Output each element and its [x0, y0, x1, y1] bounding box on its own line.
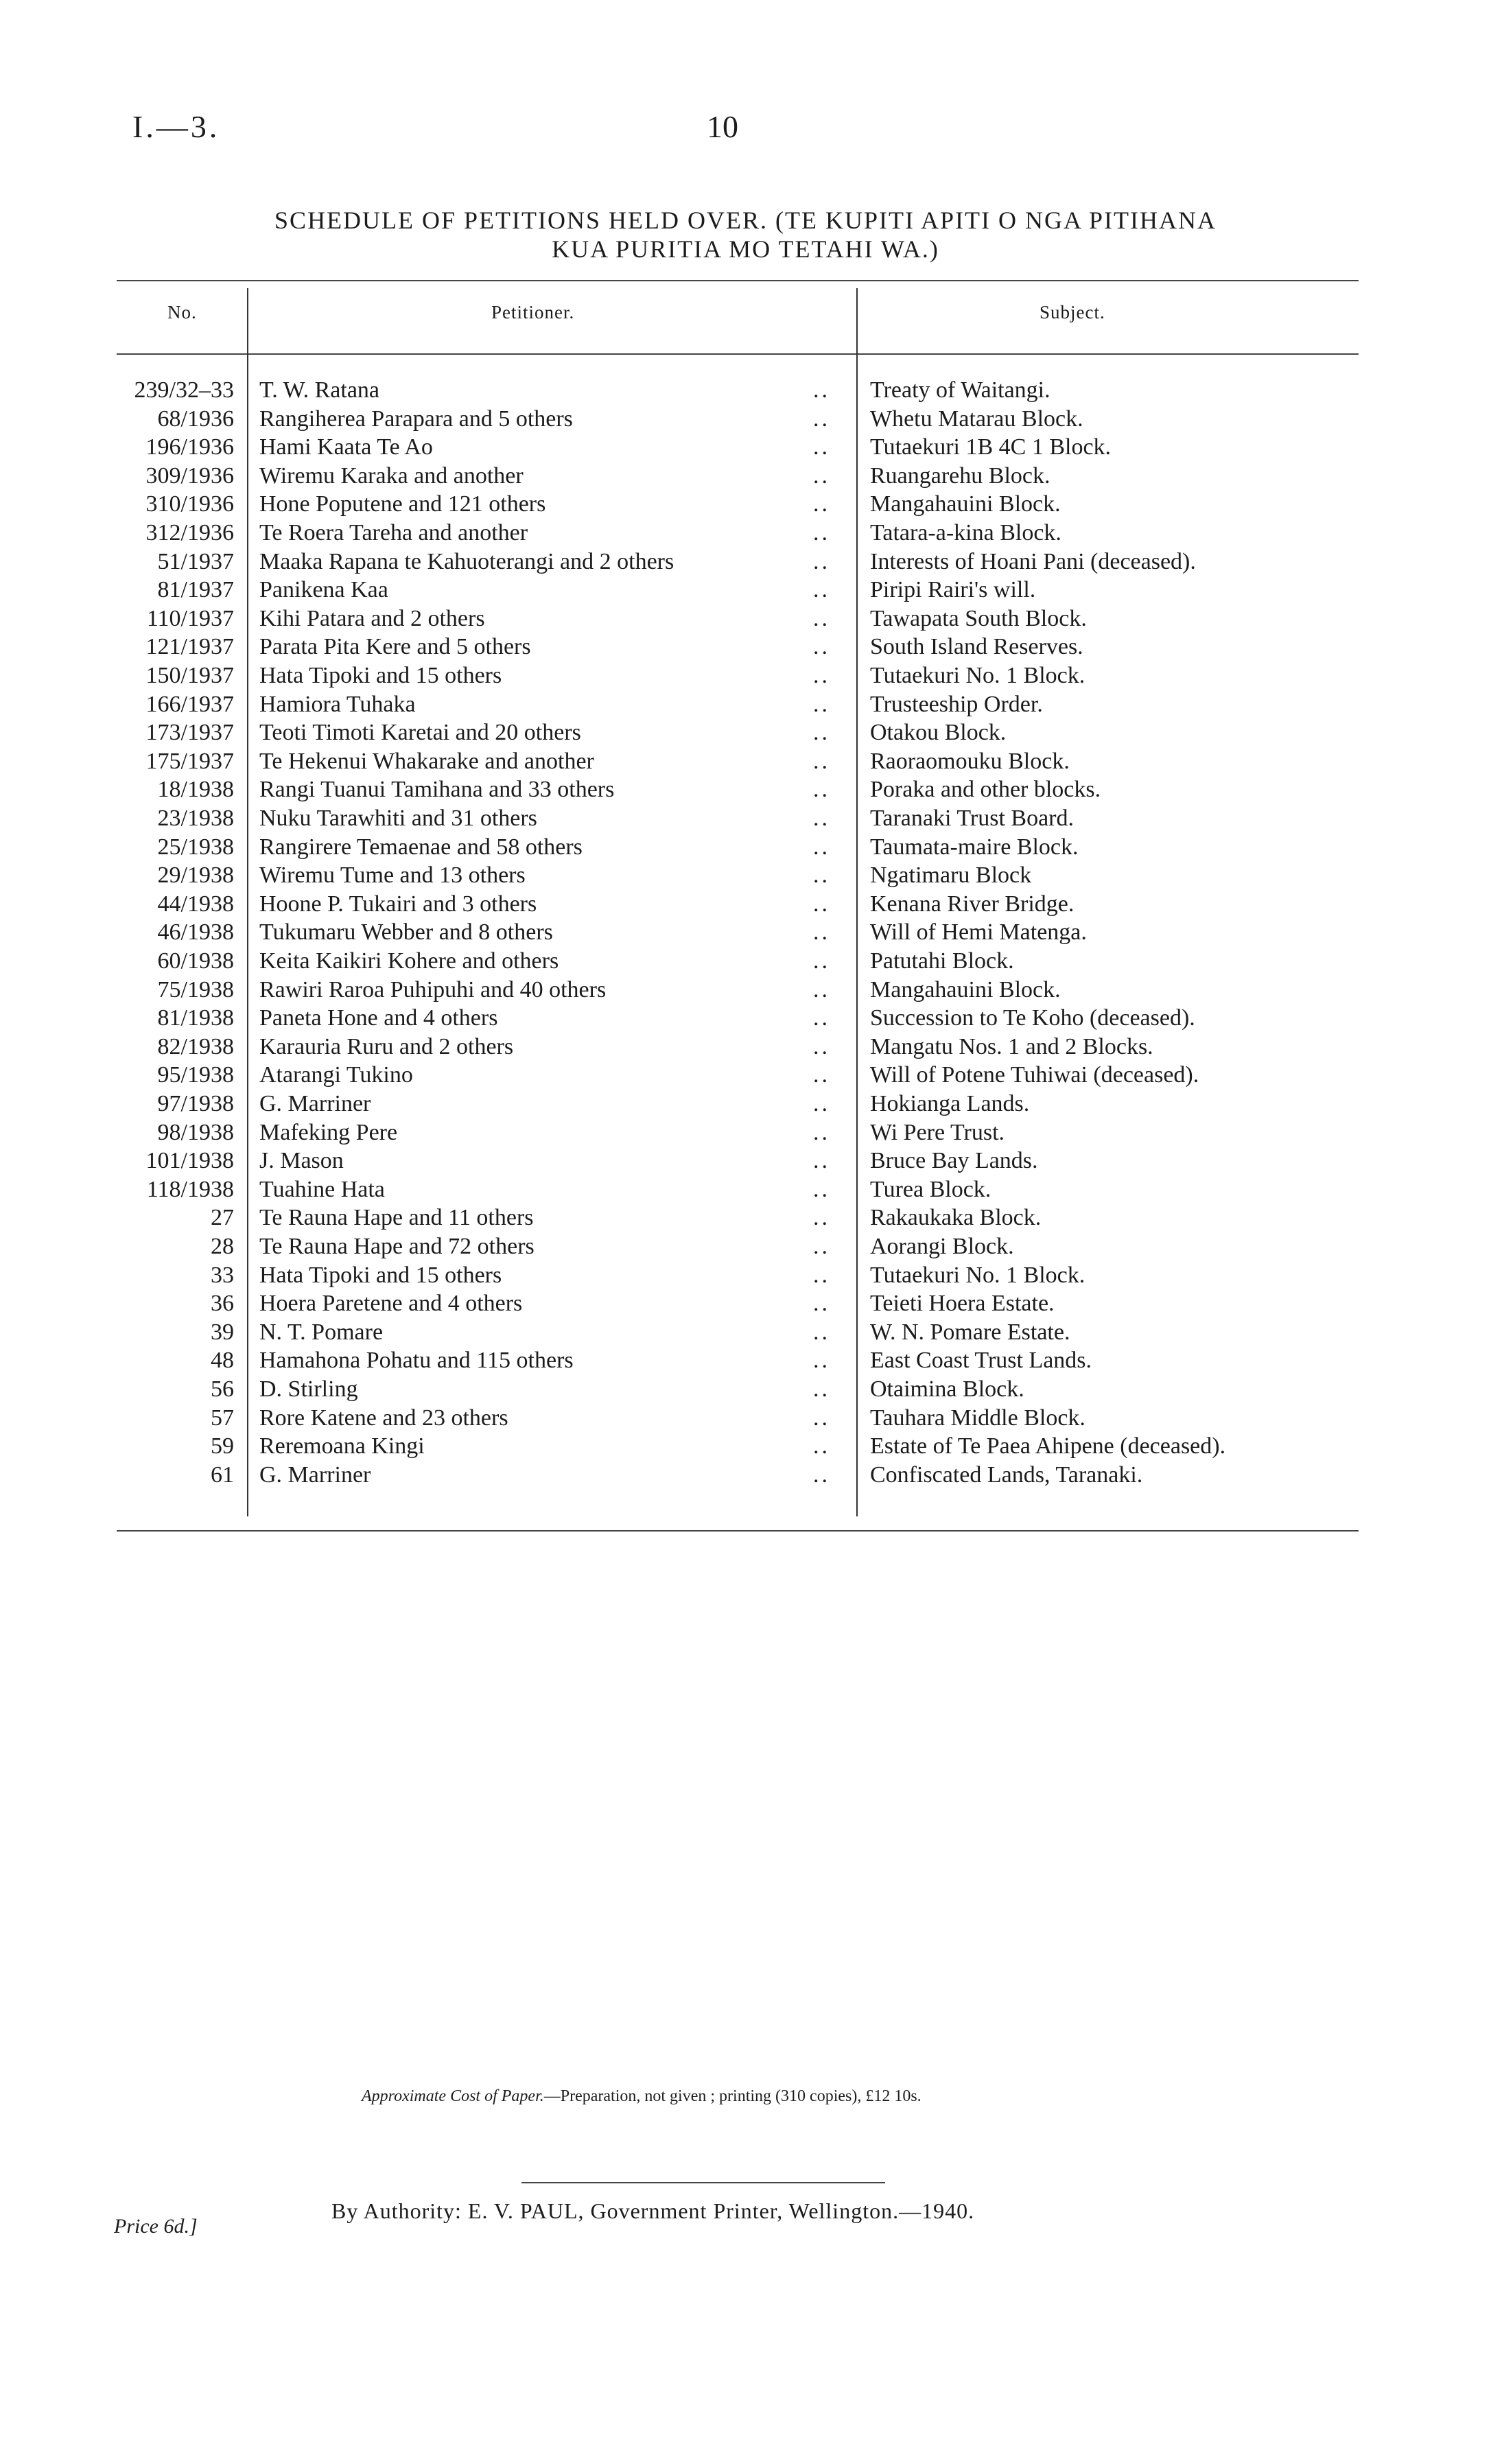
table-row — [0, 1461, 1491, 1490]
leader-dots: .. — [813, 377, 830, 403]
leader-dots: .. — [813, 1148, 830, 1174]
petition-subject: W. N. Pomare Estate. — [870, 1319, 1070, 1345]
authority-rule — [521, 2182, 885, 2183]
table-row — [0, 947, 1491, 976]
petition-subject: Taumata-maire Block. — [870, 834, 1079, 860]
petitioner-name: Te Rauna Hape and 11 others — [259, 1205, 534, 1231]
table-row — [0, 1147, 1491, 1175]
table-row — [0, 1118, 1491, 1147]
petition-number: 312/1936 — [145, 520, 234, 545]
petition-subject: Mangatu Nos. 1 and 2 Blocks. — [870, 1033, 1153, 1059]
table-row — [0, 633, 1491, 661]
table-row — [0, 576, 1491, 605]
table-row — [0, 548, 1491, 576]
leader-dots: .. — [813, 891, 830, 917]
table-row — [0, 861, 1491, 890]
petition-subject: Piripi Rairi's will. — [870, 577, 1036, 603]
leader-dots: .. — [813, 1062, 830, 1088]
petition-number: 68/1936 — [157, 406, 234, 432]
table-row — [0, 376, 1491, 405]
petition-number: 27 — [211, 1205, 234, 1231]
petition-number: 51/1937 — [157, 548, 234, 574]
petition-number: 118/1938 — [146, 1176, 234, 1202]
document-code: I.—3. — [132, 109, 220, 144]
petitioner-name: Maaka Rapana te Kahuoterangi and 2 others — [259, 548, 674, 574]
petitioner-name: Wiremu Tume and 13 others — [259, 863, 526, 889]
table-row — [0, 1318, 1491, 1347]
petition-number: 310/1936 — [145, 491, 234, 517]
table-row — [0, 890, 1491, 919]
petitioner-name: G. Marriner — [259, 1462, 371, 1488]
petitioner-name: Rangiherea Parapara and 5 others — [259, 406, 573, 432]
petition-number: 110/1937 — [146, 605, 234, 631]
petitioner-name: Atarangi Tukino — [259, 1062, 413, 1088]
table-row — [0, 462, 1491, 491]
petition-subject: Will of Hemi Matenga. — [870, 919, 1087, 946]
leader-dots: .. — [813, 919, 830, 946]
petition-subject: Wi Pere Trust. — [870, 1119, 1005, 1145]
table-row — [0, 718, 1491, 747]
petitioner-name: Paneta Hone and 4 others — [259, 1005, 498, 1031]
column-header-no: No. — [167, 302, 197, 322]
table-row — [0, 918, 1491, 947]
petitioner-name: Parata Pita Kere and 5 others — [259, 634, 531, 660]
petition-number: 98/1938 — [157, 1119, 234, 1145]
petition-subject: Patutahi Block. — [870, 948, 1014, 974]
petitioner-name: Kihi Patara and 2 others — [259, 605, 485, 631]
petition-subject: Bruce Bay Lands. — [870, 1148, 1038, 1174]
petition-number: 81/1937 — [157, 577, 234, 603]
leader-dots: .. — [813, 1348, 830, 1374]
petitioner-name: Te Rauna Hape and 72 others — [259, 1234, 535, 1259]
petitioner-name: Keita Kaikiri Kohere and others — [259, 948, 559, 974]
petition-subject: Hokianga Lands. — [870, 1091, 1030, 1116]
table-row — [0, 1404, 1491, 1433]
petitioner-name: Teoti Timoti Karetai and 20 others — [259, 720, 581, 746]
petition-number: 39 — [211, 1319, 234, 1345]
petition-subject: East Coast Trust Lands. — [870, 1348, 1092, 1374]
petition-subject: Turea Block. — [870, 1176, 991, 1202]
leader-dots: .. — [813, 491, 830, 517]
leader-dots: .. — [813, 1005, 830, 1031]
cost-label: Approximate Cost of Paper. — [362, 2087, 544, 2105]
petition-subject: Teieti Hoera Estate. — [870, 1291, 1055, 1317]
table-row — [0, 747, 1491, 776]
leader-dots: .. — [813, 834, 830, 860]
leader-dots: .. — [813, 720, 830, 746]
petitioner-name: J. Mason — [259, 1148, 344, 1174]
table-row — [0, 661, 1491, 690]
petition-number: 82/1938 — [157, 1033, 234, 1059]
petitioner-name: Hone Poputene and 121 others — [259, 491, 546, 517]
cost-of-paper-note — [362, 2087, 921, 2106]
table-row — [0, 1232, 1491, 1261]
leader-dots: .. — [813, 1234, 830, 1259]
petition-number: 60/1938 — [157, 948, 234, 974]
petition-subject: Aorangi Block. — [870, 1234, 1014, 1259]
leader-dots: .. — [813, 520, 830, 545]
petition-number: 196/1936 — [145, 434, 234, 460]
table-row — [0, 690, 1491, 719]
petition-subject: Confiscated Lands, Taranaki. — [870, 1462, 1143, 1488]
table-row — [0, 405, 1491, 434]
table-row — [0, 490, 1491, 519]
petition-number: 48 — [211, 1348, 234, 1374]
table-row — [0, 1204, 1491, 1232]
petition-subject: Tutaekuri No. 1 Block. — [870, 1262, 1085, 1288]
petitioner-name: Hoera Paretene and 4 others — [259, 1291, 523, 1317]
leader-dots: .. — [813, 1462, 830, 1488]
page-number: 10 — [707, 109, 738, 144]
leader-dots: .. — [813, 948, 830, 974]
leader-dots: .. — [813, 1119, 830, 1145]
petition-number: 81/1938 — [157, 1005, 234, 1031]
petition-number: 25/1938 — [157, 834, 234, 860]
column-header-petitioner: Petitioner. — [491, 302, 575, 322]
table-row — [0, 976, 1491, 1005]
petitioner-name: Tuahine Hata — [259, 1176, 385, 1202]
table-row — [0, 1375, 1491, 1404]
schedule-title-line2: KUA PURITIA MO TETAHI WA.) — [552, 235, 939, 263]
table-row — [0, 775, 1491, 804]
petition-number: 166/1937 — [145, 691, 234, 717]
table-row — [0, 1033, 1491, 1061]
petition-number: 75/1938 — [157, 976, 234, 1002]
petitioner-name: T. W. Ratana — [259, 377, 379, 403]
petition-subject: Succession to Te Koho (deceased). — [870, 1005, 1195, 1031]
column-header-subject: Subject. — [1040, 302, 1105, 322]
petition-subject: Tawapata South Block. — [870, 605, 1087, 631]
table-row — [0, 605, 1491, 633]
table-row — [0, 1061, 1491, 1090]
leader-dots: .. — [813, 1091, 830, 1116]
table-row — [0, 1432, 1491, 1461]
petition-number: 33 — [211, 1262, 234, 1288]
leader-dots: .. — [813, 577, 830, 603]
table-row — [0, 1090, 1491, 1118]
leader-dots: .. — [813, 434, 830, 460]
leader-dots: .. — [813, 1319, 830, 1345]
table-row — [0, 833, 1491, 862]
leader-dots: .. — [813, 605, 830, 631]
leader-dots: .. — [813, 1033, 830, 1059]
petition-subject: Kenana River Bridge. — [870, 891, 1075, 917]
petitioner-name: N. T. Pomare — [259, 1319, 384, 1345]
petitioner-name: Hamahona Pohatu and 115 others — [259, 1348, 574, 1374]
table-top-rule — [117, 280, 1359, 281]
petition-subject: Mangahauini Block. — [870, 491, 1061, 517]
leader-dots: .. — [813, 1291, 830, 1317]
petitioner-name: Rore Katene and 23 others — [259, 1405, 508, 1431]
petitioner-name: Karauria Ruru and 2 others — [259, 1033, 514, 1059]
petitioner-name: Hata Tipoki and 15 others — [259, 1262, 502, 1288]
petition-number: 150/1937 — [145, 663, 234, 688]
leader-dots: .. — [813, 1405, 830, 1431]
petitioner-name: G. Marriner — [259, 1091, 371, 1116]
petitioner-name: Te Hekenui Whakarake and another — [259, 748, 594, 774]
table-row — [0, 519, 1491, 548]
petition-subject: Raoraomouku Block. — [870, 748, 1070, 774]
table-row — [0, 1289, 1491, 1318]
petition-number: 57 — [211, 1405, 234, 1431]
petitioner-name: Hami Kaata Te Ao — [259, 434, 433, 460]
petition-subject: Poraka and other blocks. — [870, 777, 1101, 803]
leader-dots: .. — [813, 1176, 830, 1202]
petition-subject: Treaty of Waitangi. — [870, 377, 1050, 403]
leader-dots: .. — [813, 748, 830, 774]
petition-subject: Tutaekuri No. 1 Block. — [870, 663, 1085, 688]
petition-number: 175/1937 — [145, 748, 234, 774]
petition-number: 173/1937 — [145, 720, 234, 746]
petition-subject: Tutaekuri 1B 4C 1 Block. — [870, 434, 1112, 460]
table-row — [0, 1346, 1491, 1375]
petition-number: 59 — [211, 1433, 234, 1459]
table-bottom-rule — [117, 1530, 1359, 1532]
petition-subject: Tauhara Middle Block. — [870, 1405, 1085, 1431]
petition-subject: Whetu Matarau Block. — [870, 406, 1083, 432]
petitioner-name: Reremoana Kingi — [259, 1433, 425, 1459]
leader-dots: .. — [813, 548, 830, 574]
petition-subject: Ruangarehu Block. — [870, 462, 1050, 489]
petition-subject: Trusteeship Order. — [870, 691, 1043, 717]
leader-dots: .. — [813, 462, 830, 489]
petition-subject: Mangahauini Block. — [870, 976, 1061, 1002]
petition-number: 44/1938 — [157, 891, 234, 917]
petition-number: 46/1938 — [157, 919, 234, 946]
price-note: Price 6d.] — [114, 2215, 198, 2238]
table-row — [0, 433, 1491, 462]
table-row — [0, 1175, 1491, 1204]
petitioner-name: Rangirere Temaenae and 58 others — [259, 834, 583, 860]
petition-number: 56 — [211, 1376, 234, 1402]
printer-authority: By Authority: E. V. PAUL, Government Printer, Wellington.—1940. — [331, 2198, 975, 2223]
leader-dots: .. — [813, 1262, 830, 1288]
table-row — [0, 1261, 1491, 1290]
leader-dots: .. — [813, 976, 830, 1002]
petition-subject: South Island Reserves. — [870, 634, 1083, 660]
petition-subject: Otaimina Block. — [870, 1376, 1024, 1402]
petitioner-name: Rangi Tuanui Tamihana and 33 others — [259, 777, 615, 803]
petition-number: 239/32–33 — [134, 377, 234, 403]
leader-dots: .. — [813, 1205, 830, 1231]
leader-dots: .. — [813, 691, 830, 717]
petitioner-name: Rawiri Raroa Puhipuhi and 40 others — [259, 976, 607, 1002]
petition-number: 95/1938 — [157, 1062, 234, 1088]
leader-dots: .. — [813, 1433, 830, 1459]
petitioner-name: Panikena Kaa — [259, 577, 388, 603]
petition-number: 61 — [211, 1462, 234, 1488]
leader-dots: .. — [813, 777, 830, 803]
petition-subject: Will of Potene Tuhiwai (deceased). — [870, 1062, 1199, 1088]
cost-text: —Preparation, not given ; printing (310 copies), £12 10s. — [543, 2087, 921, 2105]
petition-number: 309/1936 — [145, 462, 234, 489]
petition-number: 18/1938 — [157, 777, 234, 803]
petitioner-name: Te Roera Tareha and another — [259, 520, 528, 545]
petition-number: 28 — [211, 1234, 234, 1259]
petition-subject: Rakaukaka Block. — [870, 1205, 1042, 1231]
leader-dots: .. — [813, 863, 830, 889]
petition-subject: Estate of Te Paea Ahipene (deceased). — [870, 1433, 1226, 1459]
leader-dots: .. — [813, 634, 830, 660]
leader-dots: .. — [813, 663, 830, 688]
petition-number: 23/1938 — [157, 806, 234, 831]
leader-dots: .. — [813, 406, 830, 432]
schedule-title-line1: SCHEDULE OF PETITIONS HELD OVER. (TE KUPITI APITI O NGA PITIHANA — [274, 207, 1217, 234]
petition-subject: Tatara-a-kina Block. — [870, 520, 1061, 545]
petition-subject: Interests of Hoani Pani (deceased). — [870, 548, 1196, 574]
petitioner-name: D. Stirling — [259, 1376, 358, 1402]
table-header-rule — [117, 353, 1359, 355]
petition-number: 29/1938 — [157, 863, 234, 889]
leader-dots: .. — [813, 1376, 830, 1402]
petitioner-name: Hamiora Tuhaka — [259, 691, 416, 717]
petition-number: 101/1938 — [145, 1148, 234, 1174]
petitioner-name: Tukumaru Webber and 8 others — [259, 919, 553, 946]
petition-subject: Otakou Block. — [870, 720, 1007, 746]
table-row — [0, 1004, 1491, 1033]
petitioner-name: Wiremu Karaka and another — [259, 462, 524, 489]
petition-number: 36 — [211, 1291, 234, 1317]
table-row — [0, 804, 1491, 833]
petitioner-name: Hoone P. Tukairi and 3 others — [259, 891, 537, 917]
leader-dots: .. — [813, 806, 830, 831]
petition-number: 121/1937 — [145, 634, 234, 660]
petition-subject: Taranaki Trust Board. — [870, 806, 1074, 831]
petition-subject: Ngatimaru Block — [870, 863, 1032, 889]
petitioner-name: Hata Tipoki and 15 others — [259, 663, 502, 688]
petitioner-name: Mafeking Pere — [259, 1119, 398, 1145]
petitioner-name: Nuku Tarawhiti and 31 others — [259, 806, 537, 831]
petition-number: 97/1938 — [157, 1091, 234, 1116]
